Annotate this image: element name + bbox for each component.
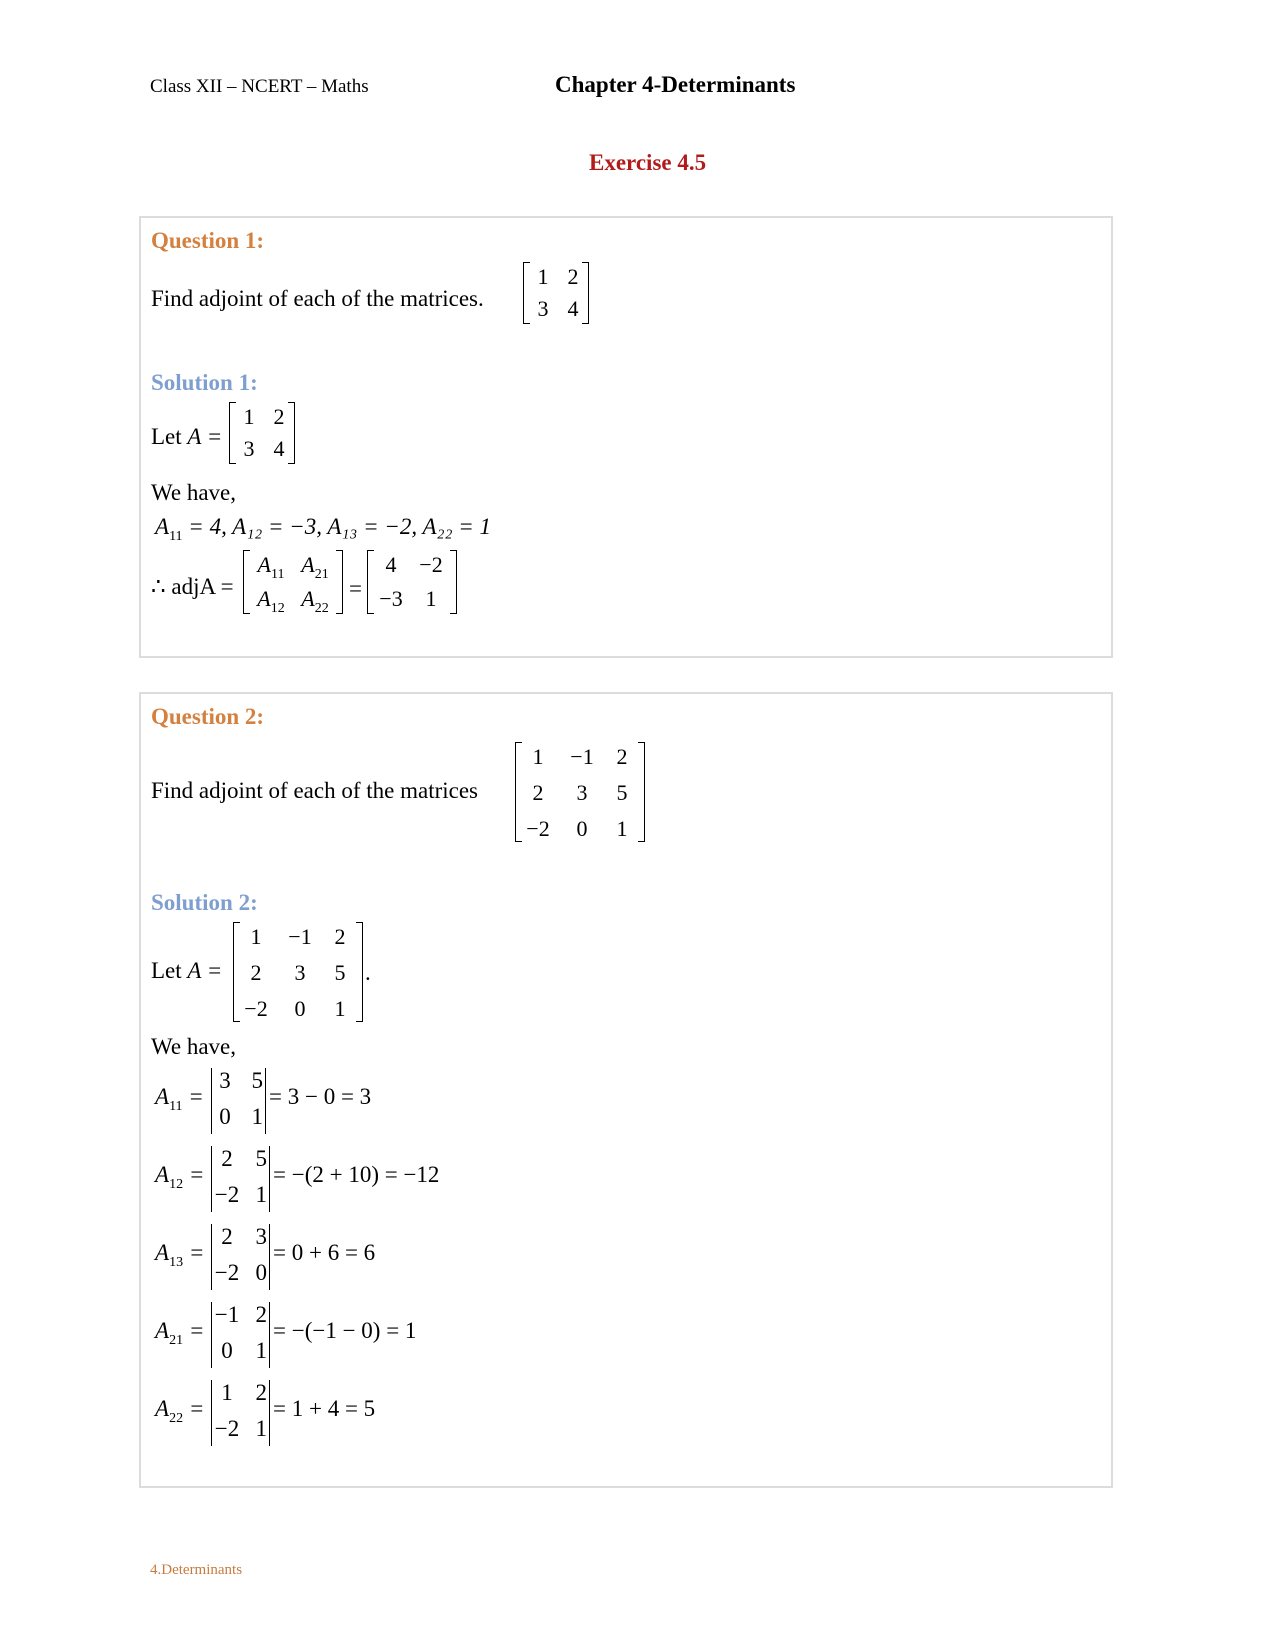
det-cell: −2: [214, 1182, 240, 1207]
cofactor-symbol: $A_{11}$: [155, 514, 183, 544]
cofactor-row: [155, 1068, 555, 1138]
solution-1-we-have: We have,: [151, 480, 236, 505]
cofactor-symbol: $A_{11}$ =: [155, 1084, 204, 1114]
det-cell: 0: [221, 1338, 233, 1363]
cofactor-result: = −(−1 − 0) = 1: [273, 1318, 417, 1343]
solution-2-let: [151, 958, 222, 984]
solution-2-we-have: We have,: [151, 1034, 236, 1059]
cofactor-result: = 0 + 6 = 6: [273, 1240, 376, 1265]
header-class-label: Class XII – NCERT – Maths: [150, 76, 369, 97]
matrix-cell: 1: [532, 744, 544, 769]
matrix-cell: $A_{22}$: [301, 586, 329, 616]
question-2-heading: Question 2:: [151, 704, 265, 729]
matrix-cell: 1: [537, 264, 549, 289]
question-1-heading: Question 1:: [151, 228, 265, 253]
chapter-title: Chapter 4-Determinants: [555, 72, 796, 97]
period: .: [365, 960, 371, 985]
cofactor-row: [155, 1224, 555, 1294]
matrix-cell: 1: [425, 586, 437, 611]
question-2-matrix: [515, 742, 645, 844]
question-2-box: [139, 692, 1113, 1488]
matrix-cell: 2: [273, 404, 285, 429]
matrix-cell: 4: [385, 552, 397, 577]
matrix-cell: 2: [334, 924, 346, 949]
det-cell: 1: [251, 1104, 263, 1129]
cofactor-row: [155, 1380, 555, 1450]
cofactor-symbol: $A_{12}$ =: [155, 1162, 205, 1192]
matrix-cell: −1: [570, 744, 594, 769]
matrix-cell: 1: [250, 924, 262, 949]
det-cell: −1: [214, 1302, 240, 1327]
matrix-cell: $A_{12}$: [257, 586, 285, 616]
therefore-adj: ∴ adjA =: [151, 574, 234, 599]
question-1-matrix: [523, 262, 589, 326]
equals-sign: =: [349, 576, 362, 601]
matrix-cell: 3: [294, 960, 306, 985]
let-word: Let: [151, 424, 182, 449]
det-cell: 1: [255, 1416, 267, 1441]
cofactor-values: = 4, A₁₂ = −3, A₁₃ = −2, A₂₂ = 1: [188, 514, 492, 539]
solution-1-matrix: [229, 402, 295, 466]
matrix-cell: 3: [243, 436, 255, 461]
matrix-cell: 0: [294, 996, 306, 1021]
matrix-cell: 2: [532, 780, 544, 805]
adj-symbolic-matrix: [243, 550, 343, 616]
matrix-cell: 1: [243, 404, 255, 429]
det-cell: 2: [255, 1380, 267, 1405]
det-cell: 0: [255, 1260, 267, 1285]
det-cell: 1: [255, 1338, 267, 1363]
question-2-text: Find adjoint of each of the matrices: [151, 778, 479, 803]
cofactor-row: [155, 1146, 555, 1216]
matrix-cell: −2: [244, 996, 268, 1021]
matrix-cell: $A_{21}$: [301, 552, 329, 582]
solution-2-heading: Solution 2:: [151, 890, 258, 915]
cofactor-result: = 3 − 0 = 3: [269, 1084, 372, 1109]
det-cell: −2: [214, 1416, 240, 1441]
det-cell: 3: [219, 1068, 231, 1093]
matrix-cell: −2: [526, 816, 550, 841]
a-equals: A =: [187, 958, 223, 983]
matrix-cell: 1: [616, 816, 628, 841]
a-equals: A =: [187, 424, 223, 449]
cofactor-symbol: $A_{13}$ =: [155, 1240, 205, 1270]
matrix-cell: 4: [273, 436, 285, 461]
question-1-box: [139, 216, 1113, 658]
matrix-cell: 2: [616, 744, 628, 769]
det-cell: 2: [221, 1146, 233, 1171]
det-cell: 2: [221, 1224, 233, 1249]
matrix-cell: 5: [616, 780, 628, 805]
matrix-cell: 3: [537, 296, 549, 321]
solution-1-cofactors: [155, 514, 492, 544]
footer-label: 4.Determinants: [150, 1562, 243, 1578]
matrix-cell: 4: [567, 296, 579, 321]
matrix-cell: 2: [567, 264, 579, 289]
matrix-cell: $A_{11}$: [257, 552, 285, 582]
det-cell: 1: [221, 1380, 233, 1405]
let-word: Let: [151, 958, 182, 983]
det-cell: 5: [255, 1146, 267, 1171]
matrix-cell: 5: [334, 960, 346, 985]
det-cell: 5: [251, 1068, 263, 1093]
cofactor-result: = 1 + 4 = 5: [273, 1396, 376, 1421]
det-cell: −2: [214, 1260, 240, 1285]
matrix-cell: −2: [419, 552, 443, 577]
matrix-cell: −1: [288, 924, 312, 949]
solution-1-let: [151, 424, 222, 450]
matrix-cell: 2: [250, 960, 262, 985]
cofactor-symbol: $A_{22}$ =: [155, 1396, 205, 1426]
cofactor-result: = −(2 + 10) = −12: [273, 1162, 440, 1187]
exercise-title: Exercise 4.5: [589, 150, 707, 175]
solution-1-heading: Solution 1:: [151, 370, 258, 395]
matrix-cell: −3: [379, 586, 403, 611]
det-cell: 1: [255, 1182, 267, 1207]
solution-2-matrix: [233, 922, 363, 1024]
det-cell: 0: [219, 1104, 231, 1129]
cofactor-symbol: $A_{21}$ =: [155, 1318, 205, 1348]
adj-value-matrix: [367, 550, 457, 616]
question-1-text: Find adjoint of each of the matrices.: [151, 286, 484, 311]
matrix-cell: 3: [576, 780, 588, 805]
matrix-cell: 0: [576, 816, 588, 841]
det-cell: 2: [255, 1302, 267, 1327]
det-cell: 3: [255, 1224, 267, 1249]
cofactor-row: [155, 1302, 555, 1372]
matrix-cell: 1: [334, 996, 346, 1021]
